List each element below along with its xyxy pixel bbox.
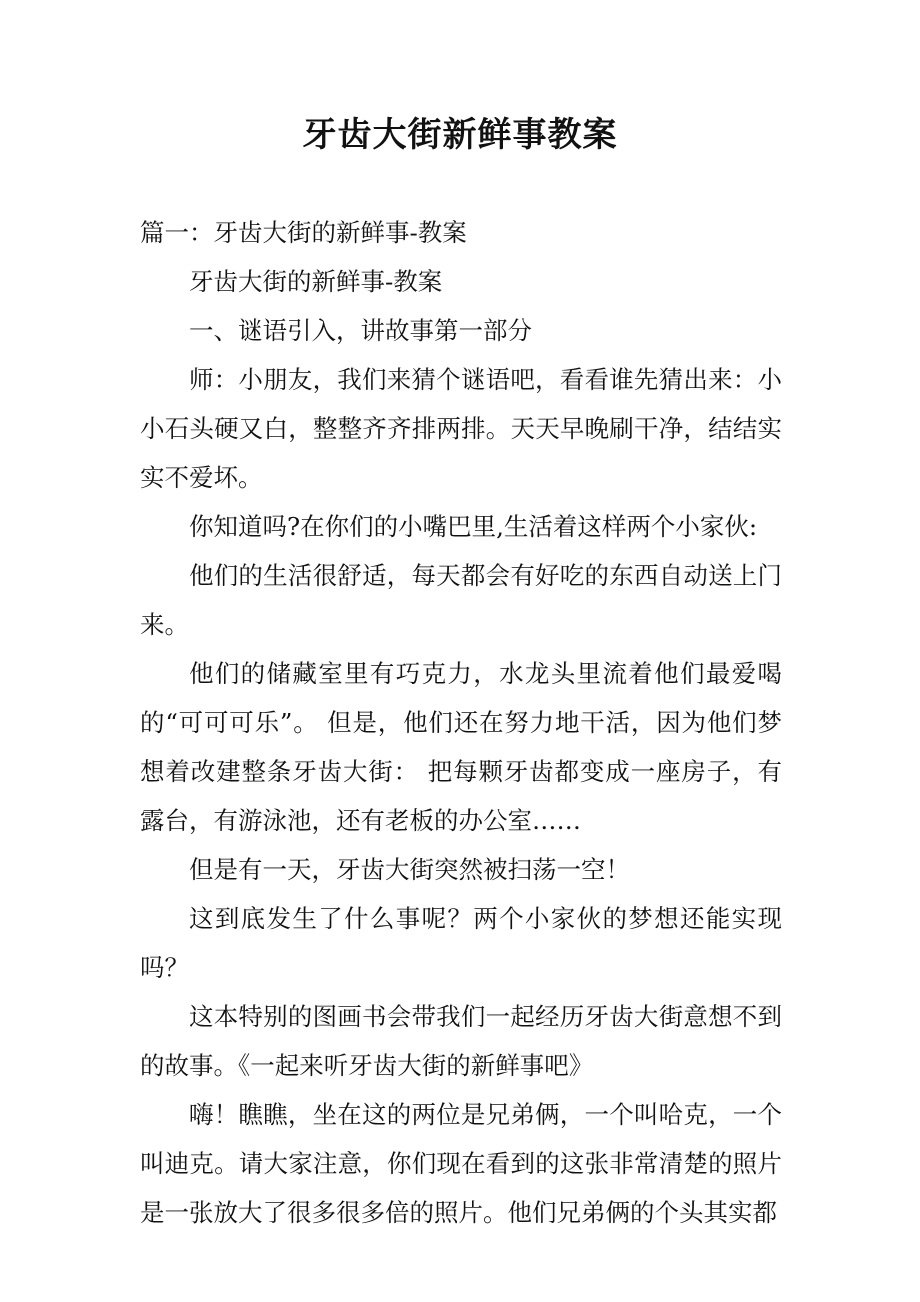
paragraph: 嗨！瞧瞧，坐在这的两位是兄弟俩，一个叫哈克，一个叫迪克。请大家注意，你们现在看到的这张非常清楚的照片是一张放大了很多很多倍的照片。他们兄弟俩的个头其实都 (140, 1100, 782, 1227)
paragraph: 一、谜语引入，讲故事第一部分 (189, 316, 532, 345)
paragraph: 师：小朋友，我们来猜个谜语吧，看看谁先猜出来：小小石头硬又白，整整齐齐排两排。天天早晚刷干净，结结实实不爱坏。 (140, 365, 782, 492)
section-heading: 篇一：牙齿大街的新鲜事-教案 (140, 218, 467, 247)
document-body (140, 208, 782, 1237)
document-title: 牙齿大街新鲜事教案 (302, 115, 618, 155)
paragraph: 你知道吗?在你们的小嘴巴里,生活着这样两个小家伙: (189, 512, 758, 541)
paragraph: 他们的储藏室里有巧克力，水龙头里流着他们最爱喝的“可可可乐”。 但是，他们还在努力地干活，因为他们梦想着改建整条牙齿大街： 把每颗牙齿都变成一座房子，有露台，有游泳池，还有老板的办公室…… (140, 659, 782, 835)
paragraph: 牙齿大街的新鲜事-教案 (189, 267, 443, 296)
paragraph: 这本特别的图画书会带我们一起经历牙齿大街意想不到的故事。《一起来听牙齿大街的新鲜事吧》 (140, 1002, 782, 1080)
paragraph: 这到底发生了什么事呢？两个小家伙的梦想还能实现吗？ (140, 904, 782, 982)
paragraph: 他们的生活很舒适，每天都会有好吃的东西自动送上门来。 (140, 561, 782, 639)
paragraph: 但是有一天，牙齿大街突然被扫荡一空！ (189, 855, 630, 884)
